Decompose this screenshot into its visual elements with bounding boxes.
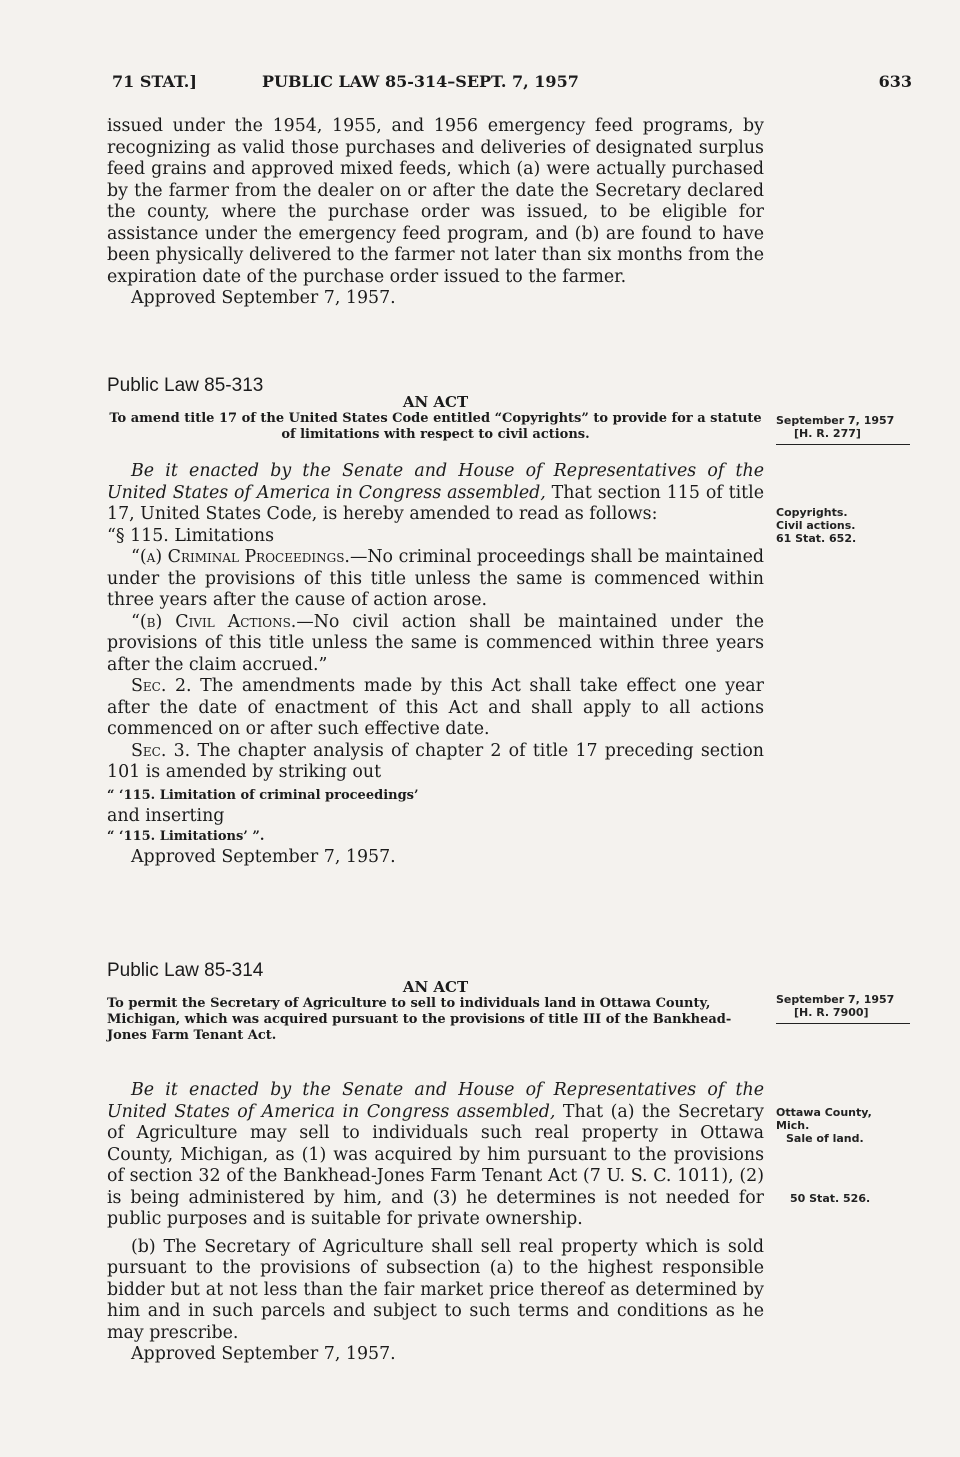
law-314-act-label: AN ACT <box>402 978 469 996</box>
margin-313-subject-1: Copyrights. <box>776 506 848 519</box>
law-314-heading: Public Law 85-314 <box>107 960 264 981</box>
law-313-subsection-b <box>107 612 764 677</box>
law-313-b-label: “(b) Civil Actions. <box>131 611 297 632</box>
margin-rule-313 <box>776 444 910 445</box>
margin-note-314-subject <box>776 1106 936 1145</box>
law-85-313 <box>107 375 764 869</box>
law-313-a-label: “(a) Criminal Proceedings. <box>131 547 350 567</box>
margin-313-cite: 61 Stat. 652. <box>776 532 857 545</box>
law-313-enacting-italic: Be it enacted by the Senate and House of Representatives of the United States of America in Congress assembled, <box>107 461 764 503</box>
margin-314-date: September 7, 1957 <box>776 993 895 1006</box>
law-313-enacting-rest: That section 115 of title 17, United States Code, is hereby amended to read as follows: <box>107 482 764 524</box>
page-number: 633 <box>878 72 912 91</box>
intro-section <box>107 116 764 310</box>
law-313-sec3-label: Sec. 3. <box>131 740 191 761</box>
law-313-enacting-clause <box>107 461 764 526</box>
margin-314-subject-2: Mich. <box>776 1119 810 1132</box>
law-313-section-heading: “§ 115. Limitations <box>107 525 275 546</box>
margin-note-313-date <box>776 414 936 440</box>
law-313-section-3 <box>107 741 764 784</box>
margin-313-bill: [H. R. 277] <box>794 427 861 440</box>
header-title: PUBLIC LAW 85-314–SEPT. 7, 1957 <box>262 72 579 91</box>
running-header <box>112 72 912 96</box>
margin-314-subject-3: Sale of land. <box>786 1132 864 1145</box>
margin-rule-314 <box>776 1023 910 1024</box>
law-313-title: To amend title 17 of the United States Code entitled “Copyrights” to provide for a statute of limitations with respect to civil actions. <box>109 411 762 442</box>
law-313-act-label: AN ACT <box>402 393 469 411</box>
law-313-sec2-text: The amendments made by this Act shall take effect one year after the date of enactment of this Act and shall apply to all actions commenced on or after such effective date. <box>107 676 764 739</box>
law-314-enacting-rest: That (a) the Secretary of Agriculture may sell to individuals such real property in Ottawa County, Michigan, as (1) was acquired by him pursuant to the provisions of section 32 of the Bankhead-Jones Farm Tenant Act (7 U. S. C. 1011), (2) is being administered by him, and (3) he determines is not needed for public purposes and is suitable for private ownership. <box>107 1101 764 1229</box>
margin-note-314-date <box>776 993 936 1019</box>
law-313-b-text: —No civil action shall be maintained under the provisions of this title unless the same is commenced within three years after the claim accrued.” <box>107 611 764 675</box>
margin-314-subject-1: Ottawa County, <box>776 1106 872 1119</box>
margin-note-313-subject <box>776 506 936 545</box>
law-313-heading: Public Law 85-313 <box>107 375 264 396</box>
intro-paragraph: issued under the 1954, 1955, and 1956 emergency feed programs, by recognizing as valid those purchases and deliveries of designated surplus feed grains and approved mixed feeds, which (a) were actually purchased by the farmer from the dealer on or after the date the Secretary declared the county, where the purchase order was issued, to be eligible for assistance under the emergency feed program, and (b) are found to have been physically delivered to the farmer not later than six months from the expiration date of the purchase order issued to the farmer. <box>107 116 764 287</box>
law-314-title: To permit the Secretary of Agriculture to sell to individuals land in Ottawa County, Michigan, which was acquired pursuant to the provisions of title III of the Bankhead-Jones Farm Tenant Act. <box>107 996 732 1043</box>
margin-314-cite: 50 Stat. 526. <box>790 1192 871 1205</box>
margin-313-date: September 7, 1957 <box>776 414 895 427</box>
law-313-section-2 <box>107 676 764 741</box>
law-85-314 <box>107 960 764 1366</box>
law-314-approved: Approved September 7, 1957. <box>131 1344 396 1364</box>
margin-314-bill: [H. R. 7900] <box>794 1006 869 1019</box>
law-313-inserted-entry: “ ‘115. Limitations’ ”. <box>107 829 265 844</box>
law-313-and-inserting: and inserting <box>107 805 225 826</box>
law-314-enacting-clause <box>107 1080 764 1231</box>
law-313-approved: Approved September 7, 1957. <box>131 847 396 867</box>
margin-313-subject-2: Civil actions. <box>776 519 856 532</box>
law-314-enacting-italic: Be it enacted by the Senate and House of Representatives of the United States of America in Congress assembled, <box>107 1080 764 1122</box>
law-313-a-text: —No criminal proceedings shall be maintained under the provisions of this title unless the same is commenced within three years after the cause of action arose. <box>107 547 764 610</box>
law-313-sec3-text: The chapter analysis of chapter 2 of title 17 preceding section 101 is amended by striking out <box>107 740 764 782</box>
law-313-subsection-a <box>107 547 764 612</box>
law-314-subsection-b: (b) The Secretary of Agriculture shall sell real property which is sold pursuant to the provisions of subsection (a) to the highest responsible bidder but at not less than the fair market price thereof as determined by him and in such parcels and subject to such terms and conditions as he may prescribe. <box>107 1236 764 1343</box>
intro-approved: Approved September 7, 1957. <box>131 288 396 308</box>
law-313-sec2-label: Sec. 2. <box>131 676 192 696</box>
stat-reference: 71 STAT.] <box>112 72 197 91</box>
law-313-struck-entry: “ ‘115. Limitation of criminal proceedings’ <box>107 787 419 803</box>
